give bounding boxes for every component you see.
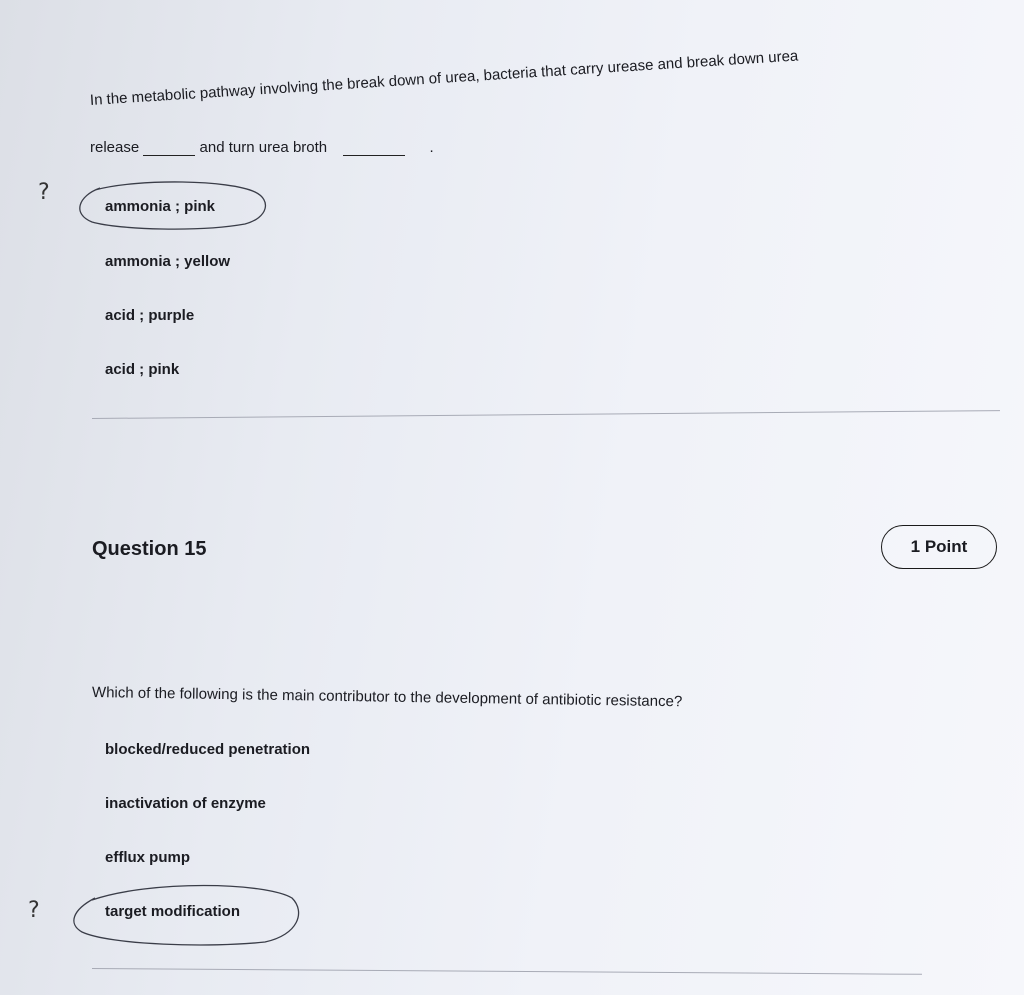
question-14-text-line-2 [90, 139, 434, 156]
points-badge: 1 Point [881, 525, 997, 569]
section-divider-2 [92, 968, 922, 975]
question-14-period: . [429, 139, 434, 156]
section-divider-1 [92, 410, 1000, 419]
q15-option-target-modification[interactable]: target modification [105, 903, 241, 920]
question-14-text-broth: and turn urea broth [199, 139, 328, 156]
question-14-text-release: release [90, 139, 140, 156]
q15-option-inactivation-of-enzyme[interactable]: inactivation of enzyme [105, 795, 266, 812]
q15-option-blocked-reduced-penetration[interactable]: blocked/reduced penetration [105, 741, 311, 758]
handwritten-question-mark-14: ? [38, 180, 50, 205]
q14-option-acid-purple[interactable]: acid ; purple [105, 307, 195, 324]
q14-option-acid-pink[interactable]: acid ; pink [105, 361, 180, 378]
answer-blank-1 [143, 155, 195, 156]
question-15-text: Which of the following is the main contributor to the development of antibiotic resistance? [91, 684, 683, 711]
q14-option-ammonia-pink[interactable]: ammonia ; pink [105, 198, 216, 215]
handwritten-question-mark-15: ? [28, 898, 40, 923]
q15-option-efflux-pump[interactable]: efflux pump [105, 849, 190, 866]
question-15-title: Question 15 [92, 538, 207, 560]
q14-option-ammonia-yellow[interactable]: ammonia ; yellow [105, 253, 231, 270]
answer-blank-2 [343, 155, 405, 156]
question-14-text-line-1: In the metabolic pathway involving the break down of urea, bacteria that carry urease and break down urea [89, 47, 799, 109]
